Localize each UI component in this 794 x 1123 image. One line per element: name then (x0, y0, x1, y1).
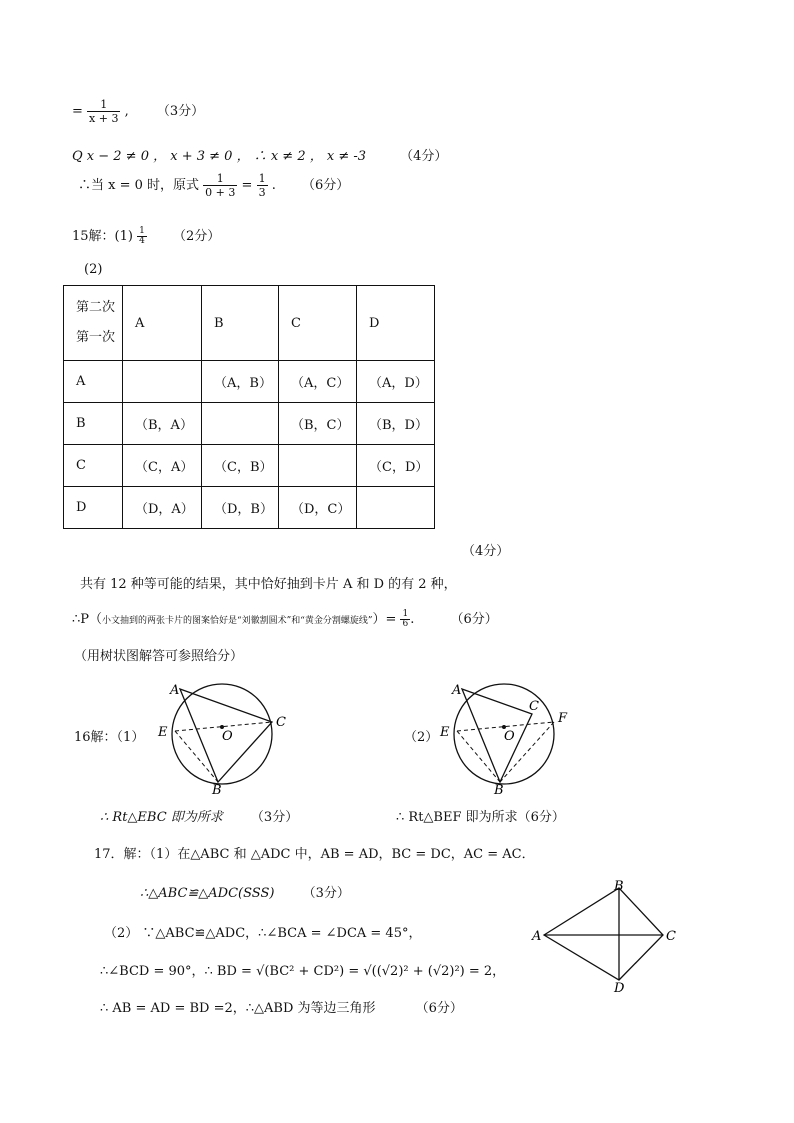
score: （3分） (302, 886, 350, 901)
label-D: D (614, 981, 625, 994)
score: （4分） (400, 149, 448, 164)
score: （4分） (462, 544, 510, 559)
label-A: A (452, 683, 462, 698)
q15-part1: 15解：(1) $\frac{1}{4}$ （2分） (72, 226, 221, 246)
step-line-2: Q x − 2 ≠ 0 ， x + 3 ≠ 0 ， ∴ x ≠ 2 ， x ≠ -3 （4分） (72, 149, 448, 164)
q17-line-5: ∴ AB = AD = BD =2，∴△ABD 为等边三角形 （6分） (100, 1001, 463, 1016)
fraction: $\frac{1}{6}$ (402, 609, 409, 629)
q17-line-2: ∴△ABC≌△ADC(SSS) （3分） (140, 886, 350, 901)
label-C: C (529, 699, 539, 714)
q15-note: （用树状图解答可参照给分） (74, 649, 244, 664)
outcome-table (63, 285, 435, 529)
table-header: B (202, 286, 279, 361)
table-row: C （C，A） （C，B） （C，D） (64, 445, 435, 487)
q15-result: 共有 12 种等可能的结果，其中恰好抽到卡片 A 和 D 的有 2 种， (80, 577, 457, 592)
table-header: A (123, 286, 202, 361)
step-line-1: = $\frac{1}{x + 3}$ , （3分） (72, 98, 205, 125)
q15-probability: ∴P（小文抽到的两张卡片的图案恰好是“刘徽割圆术”和“黄金分割螺旋线”）= $\frac{1}{6}$ . （6分） (72, 609, 498, 629)
q15-part2-label: (2) (84, 262, 103, 277)
q17-line-1: 17．解：（1）在△ABC 和 △ADC 中，AB = AD，BC = DC，AC = AC． (94, 847, 535, 862)
table-row: B （B，A） （B，C） （B，D） (64, 403, 435, 445)
label-C: C (666, 929, 676, 944)
score: （3分） (250, 810, 299, 825)
score: （6分） (450, 612, 498, 627)
q16-answer-1: ∴ Rt△EBC 即为所求 （3分） (100, 810, 299, 825)
label-O: O (504, 729, 515, 744)
fraction: $\frac{1}{3}$ (258, 172, 266, 199)
table-corner: 第二次 第一次 (64, 286, 123, 361)
quadrilateral-figure (530, 876, 680, 994)
circle-figure-1 (150, 676, 300, 796)
table-header: D (357, 286, 435, 361)
score: （2分） (172, 229, 221, 244)
q17-line-4: ∴∠BCD = 90°，∴ BD = √(BC² + CD²) = √((√2)² + (√2)²) = 2， (100, 964, 506, 979)
fraction: $\frac{1}{0 + 3}$ (205, 172, 236, 199)
label-E: E (440, 725, 450, 740)
fraction: $\frac{1}{x + 3}$ (89, 98, 119, 125)
label-A: A (170, 683, 180, 698)
fraction: $\frac{1}{4}$ (139, 226, 145, 246)
q16-answer-2: ∴ Rt△BEF 即为所求（6分） (396, 810, 565, 825)
label-E: E (158, 725, 168, 740)
label-A: A (532, 929, 542, 944)
table-row: A （A，B） （A，C） （A，D） (64, 361, 435, 403)
q17-line-3: （2） ∵△ABC≌△ADC，∴∠BCA = ∠DCA = 45°， (104, 926, 422, 941)
score: （3分） (156, 104, 205, 119)
q16-label-2: （2） (404, 730, 439, 745)
label-B: B (494, 783, 504, 796)
label-O: O (222, 729, 233, 744)
step-line-3: ∴当 x = 0 时，原式 $\frac{1}{0 + 3}$ = $\frac{1}{3}$ . （6分） (78, 172, 350, 199)
score: （6分） (302, 178, 350, 193)
table-header: C (279, 286, 357, 361)
circle-figure-2 (432, 676, 582, 796)
q16-label: 16解：（1） (74, 730, 145, 745)
label-C: C (276, 715, 286, 730)
equals-sign: = (72, 104, 83, 119)
score: （6分） (415, 1001, 463, 1016)
label-F: F (558, 711, 568, 726)
table-row: D （D，A） （D，B） （D，C） (64, 487, 435, 529)
label-B: B (614, 879, 624, 894)
label-B: B (212, 783, 222, 796)
